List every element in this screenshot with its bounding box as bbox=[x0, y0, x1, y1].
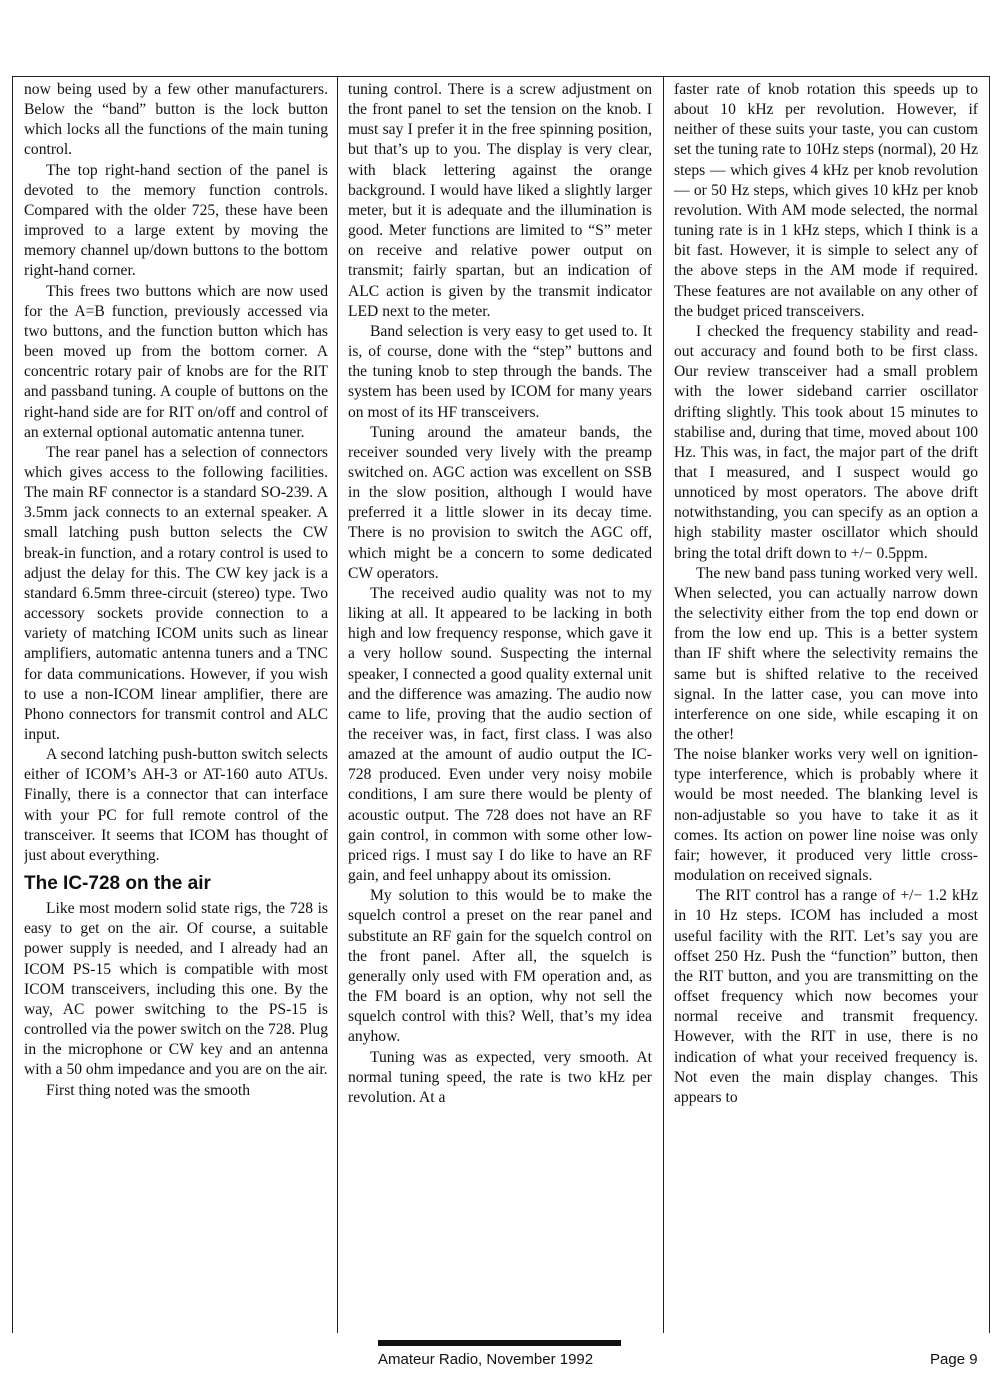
text-column-3 bbox=[674, 80, 978, 1328]
paragraph: First thing noted was the smooth bbox=[46, 1081, 251, 1099]
paragraph: Band selection is very easy to get used to. It is, of course, done with the “step” buttons and the tuning knob to step through the bands. The system has been used by ICOM for many years on most of its HF transceivers. bbox=[348, 322, 652, 421]
paragraph: The new band pass tuning worked very well. When selected, you can actually narrow down the selectivity either from the top end down or from the low end up. This is a better system than IF shift where the selectivity remains the same but is shifted relative to the received signal. In the latter case, you can move into interference on one side, while escaping it on the other! bbox=[674, 564, 978, 743]
paragraph: The rear panel has a selection of connectors which gives access to the following facilities. The main RF connector is a standard SO-239. A 3.5mm jack connects to an external speaker. A small latching push button selects the CW break-in function, and a rotary control is used to adjust the delay for this. The CW key jack is a standard 6.5mm three-circuit (stereo) type. Two accessory sockets provide connection to a variety of matching ICOM units such as linear amplifiers, automatic antenna tuners and a TNC for data communications. However, if you wish to use a non-ICOM linear amplifier, there are Phono connectors for transmit control and ALC input. bbox=[24, 443, 328, 743]
column-rule bbox=[663, 76, 664, 1333]
paragraph: I checked the frequency stability and read-out accuracy and found both to be first class. Our review transceiver had a small problem with the lower sideband carrier oscillator drifting slightly. This took about 15 minutes to stabilise and, during that time, moved about 100 Hz. This was, in fact, the major part of the drift that I measured, and I suspect would go unnoticed by most operators. The above drift notwithstanding, you can specify as an option a high stability master oscillator which should bring the total drift down to +/− 0.5ppm. bbox=[674, 322, 978, 562]
paragraph: A second latching push-button switch selects either of ICOM’s AH-3 or AT-160 auto ATUs. Finally, there is a connector that can interface with your PC for full remote control of the transceiver. It seems that ICOM has thought of just about everything. bbox=[24, 746, 328, 864]
footer-magazine-issue: Amateur Radio, November 1992 bbox=[378, 1351, 594, 1368]
footer-rule bbox=[378, 1340, 621, 1346]
paragraph: now being used by a few other manufacturers. Below the “band” button is the lock button which locks all the functions of the main tuning control. bbox=[24, 81, 328, 159]
paragraph: tuning control. There is a screw adjustment on the front panel to set the tension on the knob. I must say I prefer it in the free spinning position, but that’s up to you. The display is very clear, with black lettering against the orange background. I would have liked a slightly larger meter, but it is adequate and the illumination is good. Meter functions are limited to “S” meter on receive and relative power output on transmit; fairly spartan, but an indication of ALC action is given by the transmit indicator LED next to the meter. bbox=[348, 81, 652, 320]
paragraph: My solution to this would be to make the squelch control a preset on the rear panel and substitute an RF gain for the squelch control on the front panel. After all, the squelch is generally only used with FM operation and, as the FM board is an option, why not sell the squelch control with this? Well, that’s my idea anyhow. bbox=[348, 887, 652, 1046]
paragraph: The noise blanker works very well on ignition-type interference, which is probably where it would be most needed. The blanking level is non-adjustable so you have to take it as it comes. Its action on power line noise was only fair; however, it produced very little cross-modulation on received signals. bbox=[674, 746, 978, 885]
paragraph: Tuning was as expected, very smooth. At normal tuning speed, the rate is two kHz per revolution. At a bbox=[348, 1048, 652, 1106]
paragraph: The received audio quality was not to my liking at all. It appeared to be lacking in both high and low frequency response, which gave it a very hollow sound. Suspecting the internal speaker, I connected a good quality external unit and the difference was amazing. The audio now came to life, proving that the audio section of the receiver was, in fact, first class. I was also amazed at the amount of audio output the IC-728 produced. Even under very noisy mobile conditions, I am sure there would be plenty of acoustic output. The 728 does not have an RF gain control, in common with some other low-priced rigs. I must say I do like to have an RF gain, and feel unhappy about its omission. bbox=[348, 584, 652, 885]
text-column-2 bbox=[348, 80, 652, 1328]
column-rule bbox=[337, 76, 338, 1333]
paragraph: Like most modern solid state rigs, the 728 is easy to get on the air. Of course, a suitable power supply is needed, and I already had an ICOM PS-15 which is compatible with most ICOM transceivers, including this one. By the way, AC power switching to the PS-15 is controlled via the power switch on the 728. Plug in the microphone or CW key and an antenna with a 50 ohm impedance and you are on the air. bbox=[24, 900, 328, 1079]
section-heading: The IC-728 on the air bbox=[24, 873, 211, 895]
footer-page-number: Page 9 bbox=[930, 1351, 978, 1368]
paragraph: The top right-hand section of the panel is devoted to the memory function controls. Compared with the older 725, these have been improved to a large extent by moving the memory channel up/down buttons to the bottom right-hand corner. bbox=[24, 161, 328, 280]
paragraph: This frees two buttons which are now used for the A=B function, previously accessed via two buttons, and the function button which has been moved up from the bottom corner. A concentric rotary pair of knobs are for the RIT and passband tuning. A couple of buttons on the right-hand side are for RIT on/off and control of an external optional automatic antenna tuner. bbox=[24, 282, 328, 441]
paragraph: Tuning around the amateur bands, the receiver sounded very lively with the preamp switched on. AGC action was excellent on SSB in the slow position, although I would have preferred it a little slower in its decay time. There is no provision to switch the AGC off, which might be a concern to some dedicated CW operators. bbox=[348, 423, 652, 582]
paragraph: The RIT control has a range of +/− 1.2 kHz in 10 Hz steps. ICOM has included a most useful facility with the RIT. Let’s say you are offset 250 Hz. Push the “function” button, then the RIT button, and you are transmitting on the offset frequency which now becomes your normal receive and transmit frequency. However, with the RIT in use, there is no indication of what your received frequency is. Not even the main display changes. This appears to bbox=[674, 887, 978, 1106]
paragraph: faster rate of knob rotation this speeds up to about 10 kHz per revolution. However, if neither of these suits your taste, you can custom set the tuning rate to 10Hz steps (normal), 20 Hz steps — which gives 4 kHz per knob revolution — or 50 Hz steps, which gives 10 kHz per knob revolution. With AM mode selected, the normal tuning rate is in 1 kHz steps, which I think is a bit fast. However, it is simple to select any of the above steps in the AM mode if required. These features are not available on any other of the budget priced transceivers. bbox=[674, 81, 978, 320]
text-column-1 bbox=[24, 80, 328, 1328]
